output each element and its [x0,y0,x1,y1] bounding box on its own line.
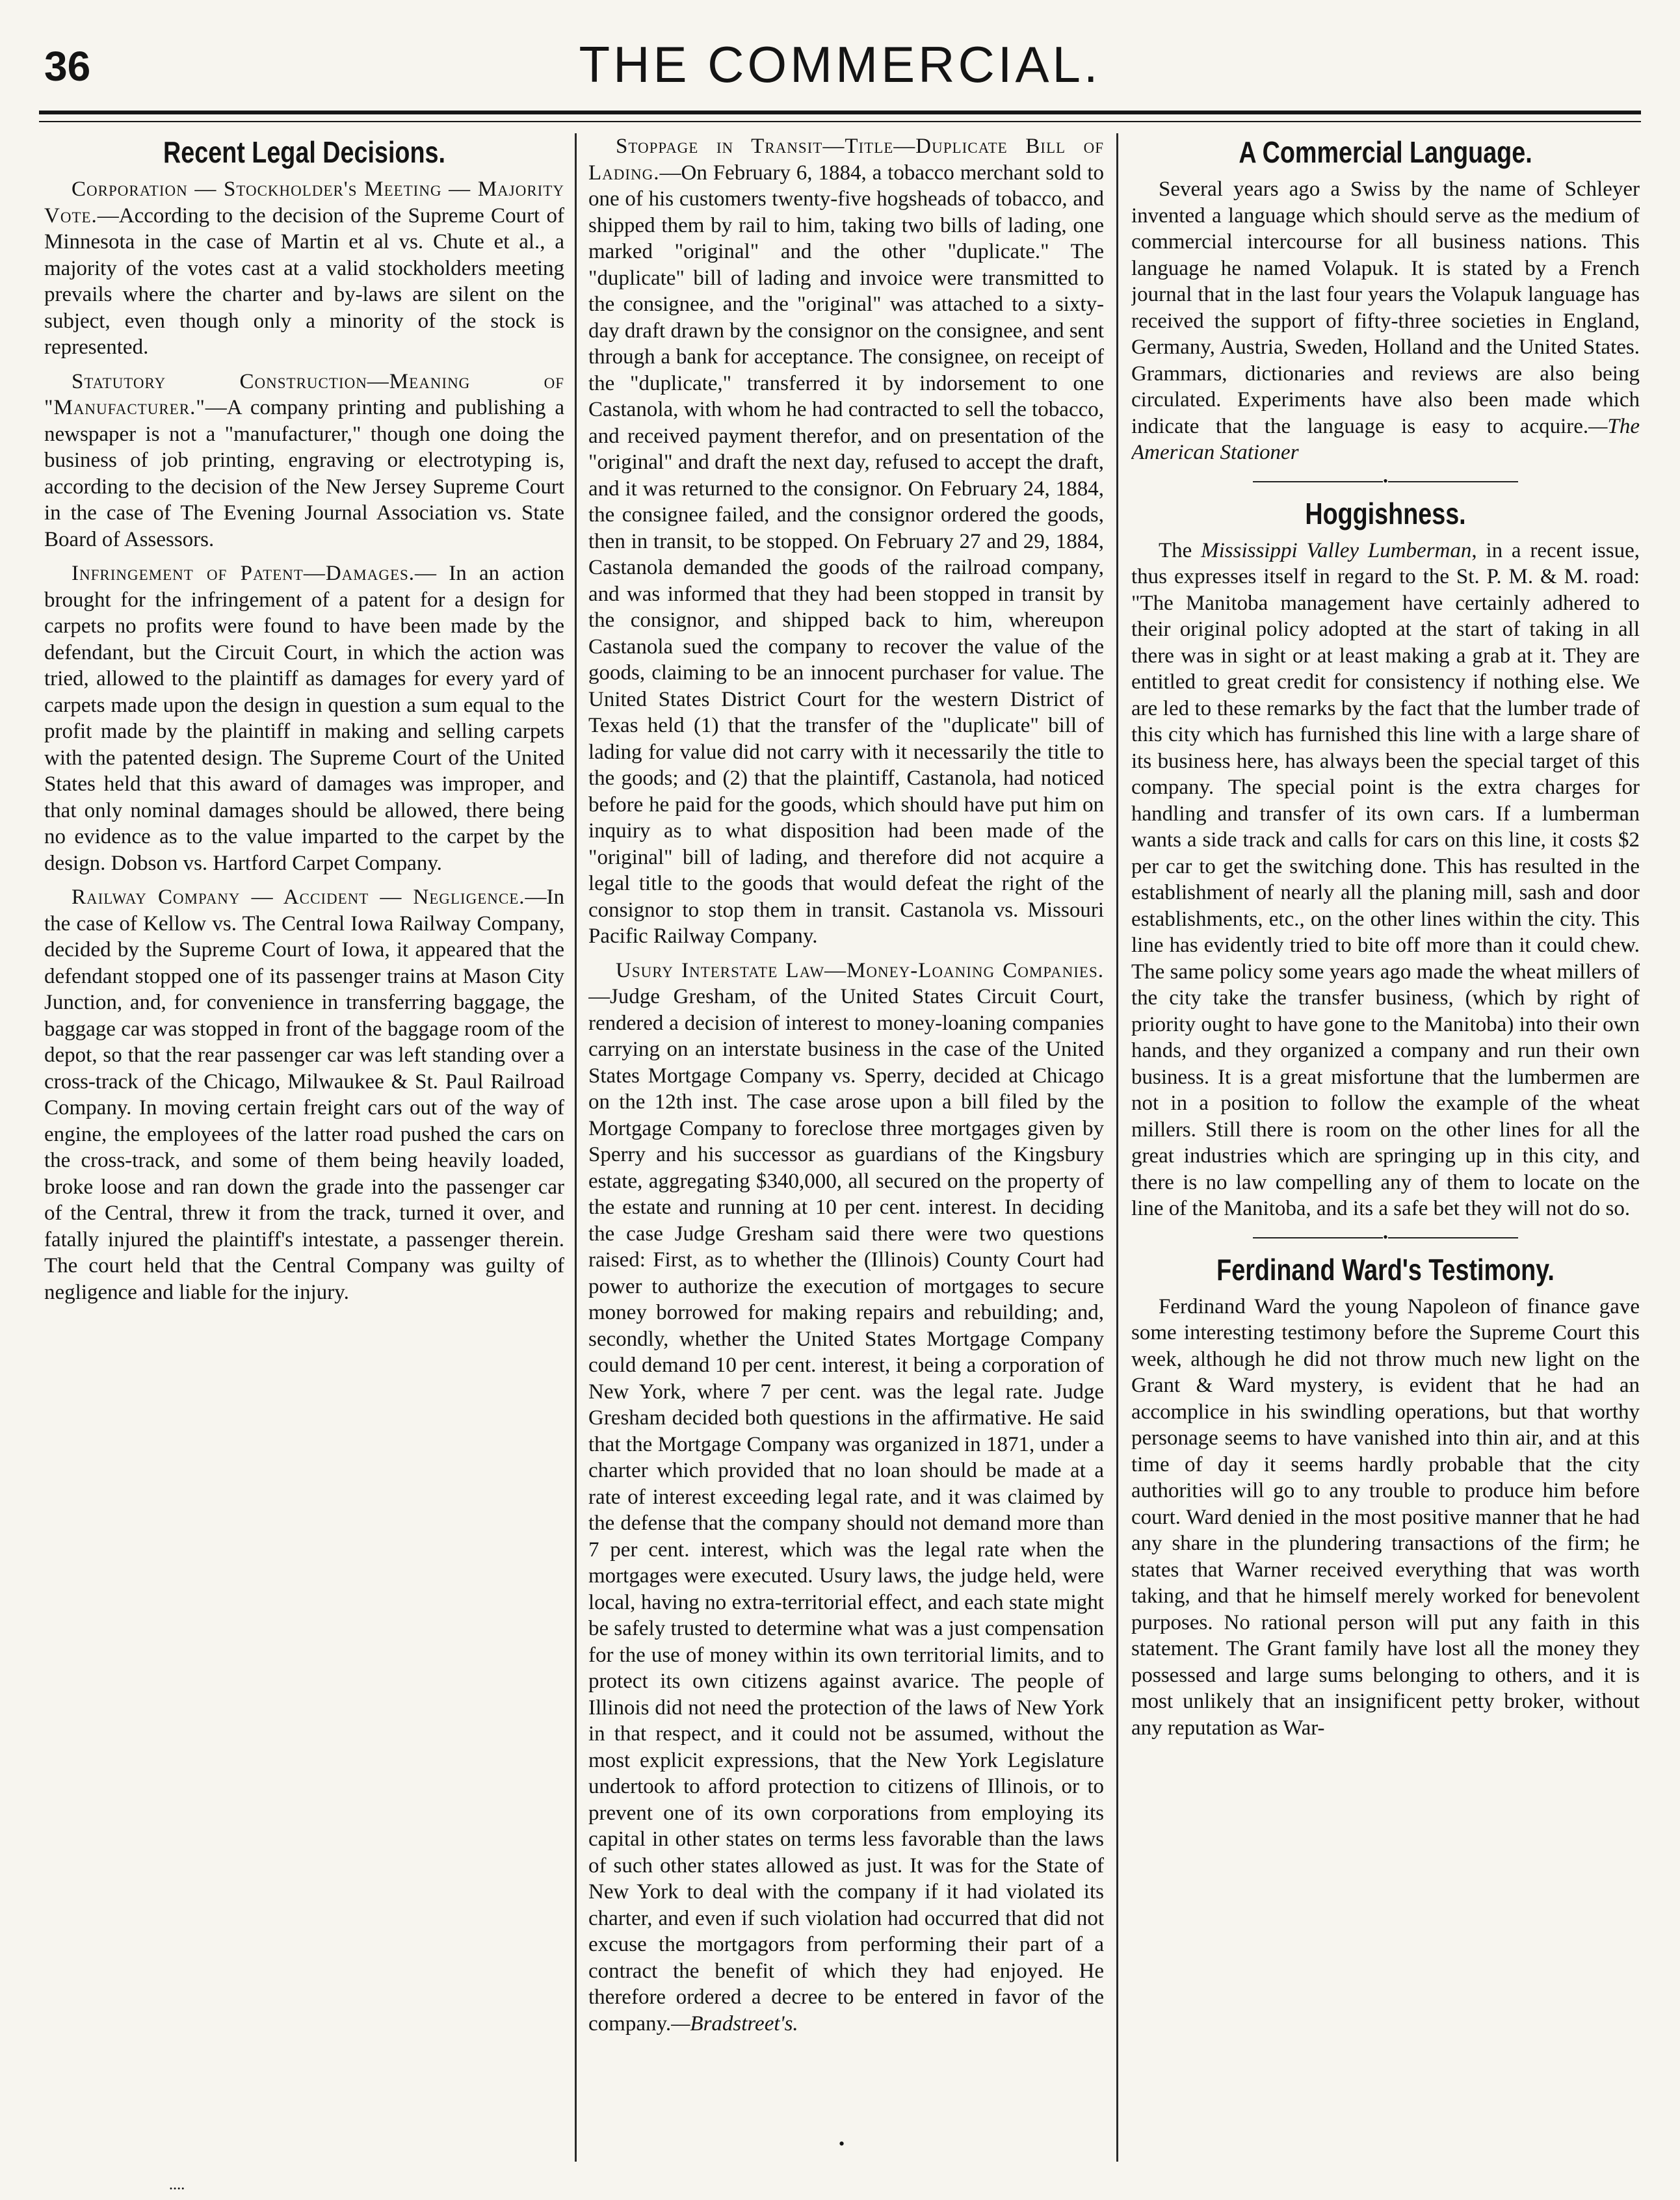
article-lead: Statutory Construction—Meaning of "Manufacturer." [44,369,564,419]
column-divider-1 [575,133,577,2162]
article-body: —A company printing and publishing a newspaper is not a "manufacturer," though one doing the business of job printing, engraving or electrotyping is, according to the decision of the New Jersey Supreme Court in the case of The Evening Journal Association vs. State Board of Assessors. [44,396,564,551]
legal-decisions-heading: Recent Legal Decisions. [163,135,445,169]
article-body: —On February 6, 1884, a tobacco merchant sold to one of his customers twenty-five hogsheads of tobacco, and shipped them by rail to him, taking two bills of lading, one marked "original" and the other "duplicate." The "duplicate" bill of lading and invoice were transmitted to the consignee, and the "original" was attached to a sixty-day draft drawn by the consignor on the consignee, and sent through a bank for acceptance. The consignee, on receipt of the "duplicate," transferred it by indorsement to one Castanola, with whom he had contracted to sell the tobacco, and received payment therefor, and on presentation of the "original" and draft the next day, refused to accept the draft, and it was returned to the consignor. On February 24, 1884, the consignee failed, and the consignor ordered the goods, then in transit, to be stopped. On February 27 and 29, 1884, Castanola demanded the goods of the railroad company, and was informed that they had been stopped in transit by the consignor, and shipped back to him, whereupon Castanola sued the company to recover the value of the goods, claiming to be an innocent purchaser for value. The United States District Court for the western District of Texas held (1) that the transfer of the "duplicate" bill of lading for value did not carry with it necessarily the title to the goods; and (2) that the plaintiff, Castanola, had noticed before he paid for the goods, which should have put him on inquiry as to what disposition had been made of the "original" bill of lading, and therefore did not acquire a legal title to the goods that would defeat the right of the consignor to stop them in transit. Castanola vs. Missouri Pacific Railway Company. [588,161,1104,948]
commercial-language-body: Several years ago a Swiss by the name of Schleyer invented a language which should serve as the medium of commercial intercourse for all business nations. This language he named Volapuk. It is stated by a French journal that in the last four years the Volapuk language has received the support of fifty-three societies in England, Germany, Austria, Sweden, Holland and the United States. Grammars, dictionaries and reviews are also being circulated. Experiments have also been made which indicate that the language is easy to acquire.—The American Stationer [1131,177,1640,464]
commercial-language-source: —The American Stationer [1131,414,1640,464]
stray-mark: ᠁ [166,2182,184,2199]
legal-decision-article [44,884,564,1305]
commercial-language-heading: A Commercial Language. [1239,135,1532,169]
legal-decision-article [44,560,564,876]
footer-dot: • [839,2134,845,2153]
masthead-title: THE COMMERCIAL. [579,36,1101,93]
legal-decision-article [44,176,564,361]
article-lead: Railway Company — Accident — Negligence. [72,885,525,909]
column-2 [588,133,1104,2168]
article-body: —According to the decision of the Supreme Court of Minnesota in the case of Martin et al vs. Chute et al., a majority of the votes cast at a valid stockholders meeting prevails where the charter and by-laws are silent on the subject, even though only a minority of the stock is represented. [44,203,564,359]
section-divider: • [1131,474,1640,488]
column-1 [44,133,564,2168]
hoggishness-heading: Hoggishness. [1305,496,1466,530]
article-body: — In an action brought for the infringement of a patent for a design for carpets no profits were found to have been made by the defendant, but the Circuit Court, in which the action was tried, allowed to the plaintiff as damages for every yard of carpets made upon the design in question a sum equal to the profit made by the plaintiff in making and selling carpets with the patented design. The Supreme Court of the United States held that this award of damages was improper, and that only nominal damages should be allowed, there being no evidence as to the value imparted to the carpet by the design. Dobson vs. Hartford Carpet Company. [44,562,564,875]
article-body: —In the case of Kellow vs. The Central Iowa Railway Company, decided by the Supreme Court of Iowa, it appeared that the defendant stopped one of its passenger trains at Mason City Junction, and, for convenience in transferring baggage, the baggage car was stopped in front of the baggage room of the depot, so that the rear passenger car was left standing over a cross-track of the Chicago, Milwaukee & St. Paul Railroad Company. In moving certain freight cars out of the way of engine, the employees of the latter road pushed the cars on the cross-track, and some of them being heavily loaded, broke loose and ran down the grade into the passenger car of the Central, threw it from the track, turned it over, and fatally injured the plaintiff's intestate, a passenger therein. The court held that the Central Company was guilty of negligence and liable for the injury. [44,885,564,1304]
masthead-rule-thin [39,121,1641,122]
column-divider-2 [1116,133,1118,2162]
legal-decision-article [44,369,564,553]
legal-decision-article [588,958,1104,2037]
article-lead: Infringement of Patent—Damages. [72,562,415,585]
article-lead: Stoppage in Transit—Title—Duplicate Bill of Lading. [588,135,1104,185]
article-lead: Usury Interstate Law—Money-Loaning Companies. [616,958,1104,982]
column-3 [1131,133,1640,2168]
hoggishness-body: The Mississippi Valley Lumberman, in a recent issue, thus expresses itself in regard to the St. P. M. & M. road: "The Manitoba management have certainly adhered to their original policy adopted at the start of taking in all there was in sight or at least making a grab at it. They are entitled to great credit for consistency if nothing else. We are led to these remarks by the fact that the lumber trade of this city which has furnished this line with a large share of its business here, has always been the special target of this company. The special point is the extra charges for handling and transfer of its own cars. If a lumberman wants a side track and calls for cars on this line, it costs $2 per car to get the switching done. This has resulted in the establishment of nearly all the planing mill, sash and door establishments, etc., on the other lines within the city. This line has evidently tried to bite off more than it could chew. The same policy some years ago made the wheat millers of the city take the transfer business, (which by right of priority ought to have gone to the Manitoba) into their own hands, and they organized a company and run their own business. It is a great misfortune that the lumbermen are not in a position to follow the example of the wheat millers. Still there is room on the other lines for all the great industries which are springing up in this city, and there is no law compelling any of them to locate on the line of the Manitoba, and its a safe bet they will not do so. [1131,538,1640,1220]
article-body: —Judge Gresham, of the United States Circuit Court, rendered a decision of interest to money-loaning companies carrying on an interstate business in the case of the United States Mortgage Company vs. Sperry, decided at Chicago on the 12th inst. The case arose upon a bill filed by the Mortgage Company to foreclose three mortgages given by Sperry and his successor as guardians of the Kingsbury estate, aggregating $340,000, all secured on the property of the estate and running at 10 per cent. interest. In deciding the case Judge Gresham said there were two questions raised: First, as to whether the (Illinois) County Court had power to authorize the execution of mortgages to secure money borrowed for making repairs and rebuilding; and, secondly, whether the United States Mortgage Company could demand 10 per cent. interest, it being a corporation of New York, where 7 per cent. was the legal rate. Judge Gresham decided both questions in the affirmative. He said that the Mortgage Company was organized in 1871, under a charter which provided that no loan should be made at a rate of interest exceeding legal rate, and it was claimed by the defense that the company should not demand more than 7 per cent. interest, which was the legal rate when the mortgages were executed. Usury laws, the judge held, were local, having no extra-territorial effect, and each state might be safely trusted to determine what was a just compensation for the use of money within its own territorial limits, and to protect its own citizens against avarice. The people of Illinois did not need the protection of the laws of New York in that respect, and it could not be assumed, without the most explicit expressions, that the New York Legislature undertook to afford protection to citizens of Illinois, or to prevent one of its own corporations from employing its capital in other states on terms less favorable than the laws of such other states allowed as just. It was for the State of New York to deal with the company if it had violated its charter, and even if such violation had occurred that did not excuse the mortgagors from performing their part of a contract the benefit of which they had enjoyed. He therefore ordered a decree to be entered in favor of the company. [588,985,1104,2036]
section-divider: • [1131,1230,1640,1244]
legal-decision-article [588,133,1104,950]
journal-name: Mississippi Valley Lumberman [1201,538,1472,562]
article-lead: Corporation — Stockholder's Meeting — Majority Vote. [44,177,564,228]
article-source: —Bradstreet's. [671,2011,798,2036]
ward-testimony-heading: Ferdinand Ward's Testimony. [1216,1252,1555,1287]
page-number: 36 [44,43,91,90]
masthead-rule-thick [39,111,1641,114]
ward-testimony-body: Ferdinand Ward the young Napoleon of finance gave some interesting testimony before the Supreme Court this week, although he did not throw much new light on the Grant & Ward mystery, is evident that he had an accomplice in his swindling operations, but that worthy personage seems to have vanished into thin air, and at this time of day it seems hardly probable that the city authorities will go to any trouble to produce him before court. Ward denied in the most positive manner that he had any share in the plundering transactions of the firm; he states that Warner received everything that was worth taking, and that he himself merely worked for benevolent purposes. No rational person will put any faith in this statement. The Grant family have lost all the money they possessed and large sums belonging to others, and it is most unlikely that an insignificent petty broker, without any reputation as War- [1131,1294,1640,1740]
